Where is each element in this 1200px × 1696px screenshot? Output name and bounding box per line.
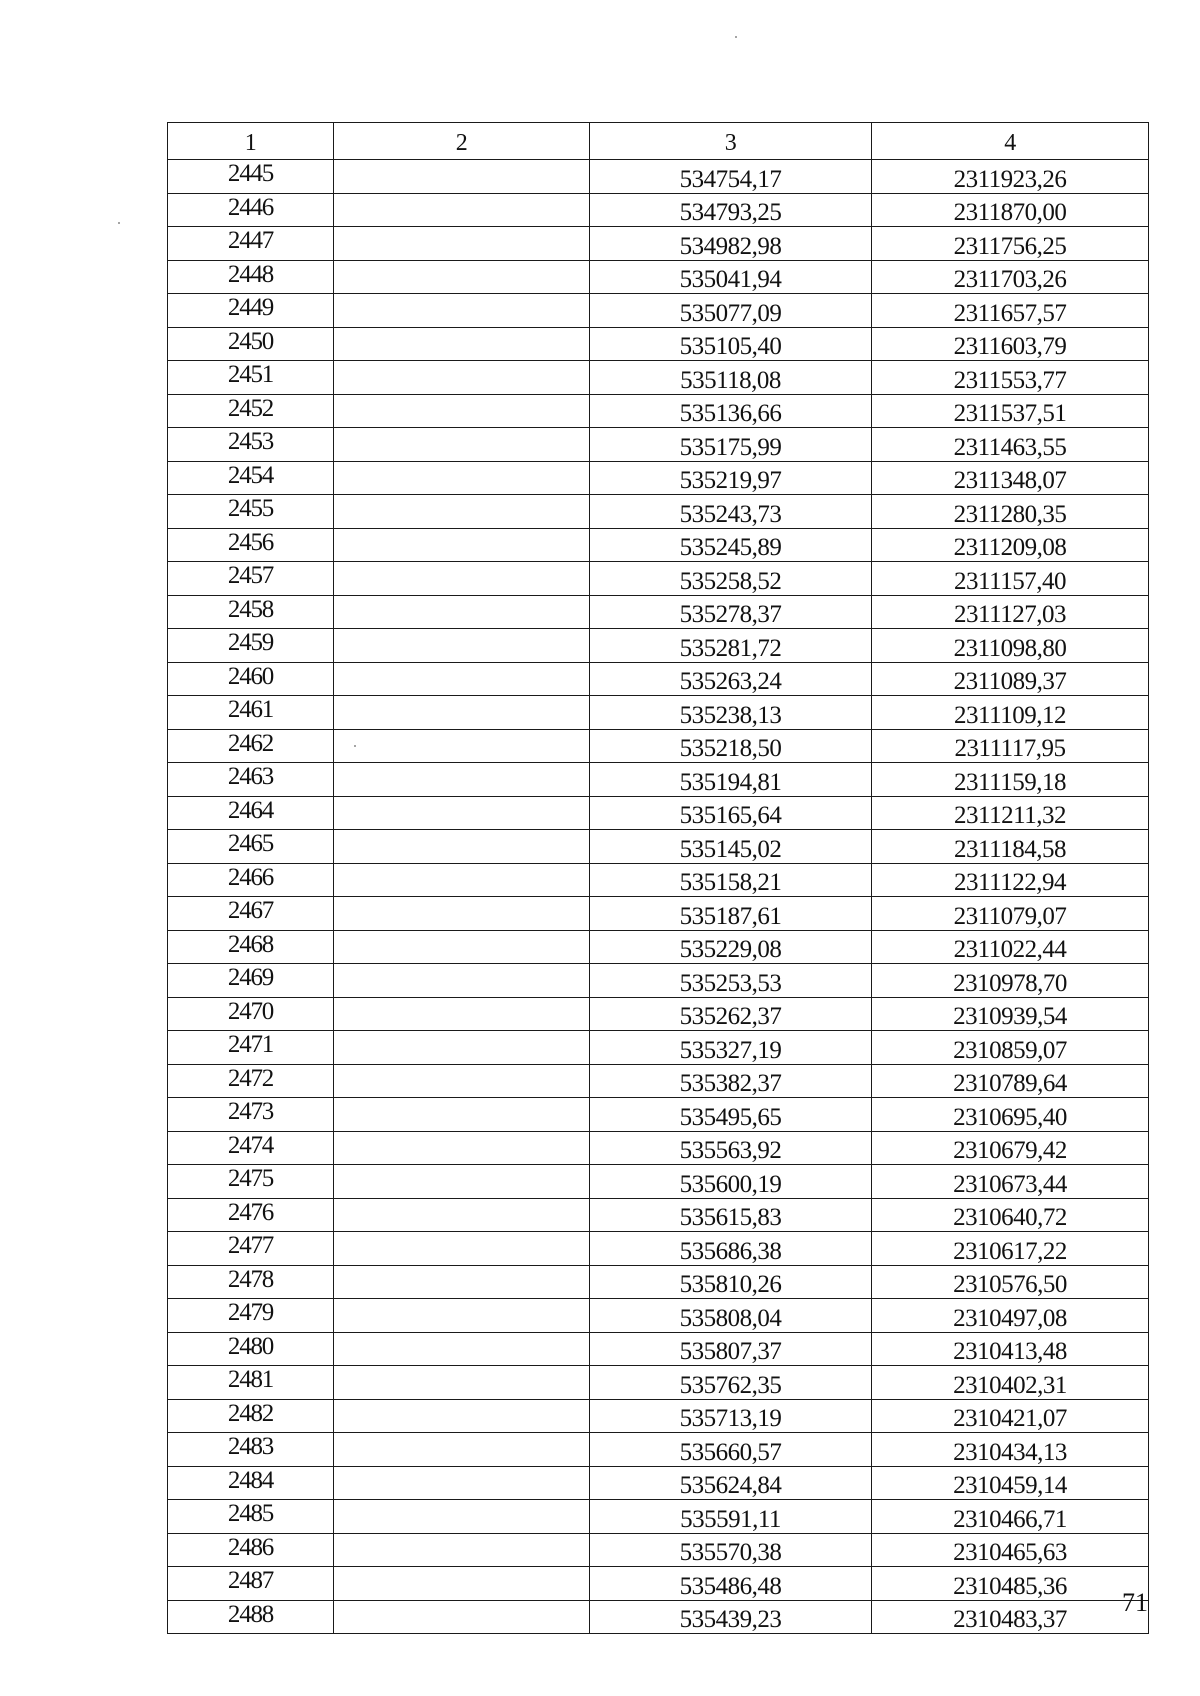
column-2-cell <box>334 361 590 395</box>
x-coordinate-cell: 535439,23 <box>590 1600 872 1634</box>
point-number-cell: 2452 <box>168 394 334 428</box>
point-number-cell: 2468 <box>168 930 334 964</box>
point-number-cell: 2457 <box>168 562 334 596</box>
column-2-cell <box>334 1399 590 1433</box>
y-coordinate-cell: 2310673,44 <box>872 1165 1149 1199</box>
x-coordinate-cell: 535263,24 <box>590 662 872 696</box>
point-number-cell: 2447 <box>168 227 334 261</box>
column-header-4: 4 <box>872 123 1149 160</box>
y-coordinate-cell: 2310465,63 <box>872 1533 1149 1567</box>
table-row <box>168 428 1149 462</box>
column-2-cell <box>334 863 590 897</box>
x-coordinate-cell: 535281,72 <box>590 629 872 663</box>
x-coordinate-cell: 535591,11 <box>590 1500 872 1534</box>
y-coordinate-cell: 2311089,37 <box>872 662 1149 696</box>
x-coordinate-cell: 535218,50 <box>590 729 872 763</box>
y-coordinate-cell: 2311184,58 <box>872 830 1149 864</box>
table-row <box>168 562 1149 596</box>
y-coordinate-cell: 2311280,35 <box>872 495 1149 529</box>
column-header-3: 3 <box>590 123 872 160</box>
x-coordinate-cell: 535808,04 <box>590 1299 872 1333</box>
column-2-cell <box>334 1165 590 1199</box>
table-row <box>168 1031 1149 1065</box>
table-row <box>168 160 1149 194</box>
column-2-cell <box>334 1198 590 1232</box>
point-number-cell: 2466 <box>168 863 334 897</box>
y-coordinate-cell: 2310859,07 <box>872 1031 1149 1065</box>
point-number-cell: 2459 <box>168 629 334 663</box>
x-coordinate-cell: 535713,19 <box>590 1399 872 1433</box>
point-number-cell: 2473 <box>168 1098 334 1132</box>
y-coordinate-cell: 2311117,95 <box>872 729 1149 763</box>
column-2-cell <box>334 1500 590 1534</box>
point-number-cell: 2482 <box>168 1399 334 1433</box>
table-row <box>168 595 1149 629</box>
column-2-cell <box>334 1366 590 1400</box>
x-coordinate-cell: 535243,73 <box>590 495 872 529</box>
point-number-cell: 2446 <box>168 193 334 227</box>
column-2-cell <box>334 1031 590 1065</box>
table-row <box>168 830 1149 864</box>
y-coordinate-cell: 2310421,07 <box>872 1399 1149 1433</box>
x-coordinate-cell: 534754,17 <box>590 160 872 194</box>
x-coordinate-cell: 535238,13 <box>590 696 872 730</box>
point-number-cell: 2462 <box>168 729 334 763</box>
column-2-cell <box>334 763 590 797</box>
column-2-cell <box>334 1332 590 1366</box>
point-number-cell: 2476 <box>168 1198 334 1232</box>
point-number-cell: 2481 <box>168 1366 334 1400</box>
y-coordinate-cell: 2310978,70 <box>872 964 1149 998</box>
column-2-cell <box>334 428 590 462</box>
column-2-cell <box>334 629 590 663</box>
point-number-cell: 2461 <box>168 696 334 730</box>
table-row <box>168 1299 1149 1333</box>
scan-speck <box>118 222 120 224</box>
y-coordinate-cell: 2311703,26 <box>872 260 1149 294</box>
column-2-cell <box>334 1567 590 1601</box>
scan-speck <box>735 36 737 38</box>
table-row <box>168 1232 1149 1266</box>
table-row <box>168 1567 1149 1601</box>
column-2-cell <box>334 964 590 998</box>
x-coordinate-cell: 535486,48 <box>590 1567 872 1601</box>
x-coordinate-cell: 535810,26 <box>590 1265 872 1299</box>
table-row <box>168 1600 1149 1634</box>
x-coordinate-cell: 535762,35 <box>590 1366 872 1400</box>
column-2-cell <box>334 662 590 696</box>
y-coordinate-cell: 2310695,40 <box>872 1098 1149 1132</box>
table-row <box>168 361 1149 395</box>
x-coordinate-cell: 535041,94 <box>590 260 872 294</box>
x-coordinate-cell: 535624,84 <box>590 1466 872 1500</box>
y-coordinate-cell: 2310413,48 <box>872 1332 1149 1366</box>
x-coordinate-cell: 535686,38 <box>590 1232 872 1266</box>
column-header-2: 2 <box>334 123 590 160</box>
table-row <box>168 1165 1149 1199</box>
point-number-cell: 2488 <box>168 1600 334 1634</box>
x-coordinate-cell: 534982,98 <box>590 227 872 261</box>
y-coordinate-cell: 2311553,77 <box>872 361 1149 395</box>
point-number-cell: 2470 <box>168 997 334 1031</box>
column-2-cell <box>334 1064 590 1098</box>
x-coordinate-cell: 535077,09 <box>590 294 872 328</box>
column-2-cell <box>334 696 590 730</box>
table-row <box>168 1433 1149 1467</box>
point-number-cell: 2449 <box>168 294 334 328</box>
column-2-cell <box>334 495 590 529</box>
y-coordinate-cell: 2311157,40 <box>872 562 1149 596</box>
table-row <box>168 1131 1149 1165</box>
point-number-cell: 2448 <box>168 260 334 294</box>
table-row <box>168 394 1149 428</box>
column-2-cell <box>334 830 590 864</box>
point-number-cell: 2484 <box>168 1466 334 1500</box>
x-coordinate-cell: 535382,37 <box>590 1064 872 1098</box>
table-row <box>168 1265 1149 1299</box>
table-row <box>168 796 1149 830</box>
column-2-cell <box>334 1466 590 1500</box>
table-header-row <box>168 123 1149 160</box>
column-2-cell <box>334 227 590 261</box>
y-coordinate-cell: 2311463,55 <box>872 428 1149 462</box>
point-number-cell: 2467 <box>168 897 334 931</box>
table-row <box>168 260 1149 294</box>
point-number-cell: 2463 <box>168 763 334 797</box>
column-2-cell <box>334 1265 590 1299</box>
table-row <box>168 528 1149 562</box>
column-2-cell <box>334 796 590 830</box>
y-coordinate-cell: 2311109,12 <box>872 696 1149 730</box>
y-coordinate-cell: 2310576,50 <box>872 1265 1149 1299</box>
x-coordinate-cell: 535807,37 <box>590 1332 872 1366</box>
y-coordinate-cell: 2310640,72 <box>872 1198 1149 1232</box>
column-2-cell <box>334 1299 590 1333</box>
table-row <box>168 1466 1149 1500</box>
x-coordinate-cell: 535660,57 <box>590 1433 872 1467</box>
x-coordinate-cell: 535615,83 <box>590 1198 872 1232</box>
point-number-cell: 2479 <box>168 1299 334 1333</box>
y-coordinate-cell: 2311603,79 <box>872 327 1149 361</box>
column-2-cell <box>334 160 590 194</box>
column-2-cell <box>334 1433 590 1467</box>
point-number-cell: 2485 <box>168 1500 334 1534</box>
table-row <box>168 1533 1149 1567</box>
x-coordinate-cell: 535145,02 <box>590 830 872 864</box>
x-coordinate-cell: 535278,37 <box>590 595 872 629</box>
column-2-cell <box>334 997 590 1031</box>
x-coordinate-cell: 535105,40 <box>590 327 872 361</box>
table-row <box>168 897 1149 931</box>
table-row <box>168 227 1149 261</box>
column-2-cell <box>334 193 590 227</box>
point-number-cell: 2475 <box>168 1165 334 1199</box>
column-2-cell <box>334 1600 590 1634</box>
table-row <box>168 964 1149 998</box>
table-body <box>168 160 1149 1634</box>
point-number-cell: 2445 <box>168 160 334 194</box>
column-2-cell <box>334 897 590 931</box>
point-number-cell: 2469 <box>168 964 334 998</box>
page-number: 71 <box>1122 1588 1148 1617</box>
column-2-cell <box>334 327 590 361</box>
y-coordinate-cell: 2311122,94 <box>872 863 1149 897</box>
column-2-cell <box>334 930 590 964</box>
point-number-cell: 2487 <box>168 1567 334 1601</box>
coordinates-table <box>167 122 1149 1634</box>
x-coordinate-cell: 535570,38 <box>590 1533 872 1567</box>
table-row <box>168 729 1149 763</box>
table-row <box>168 1399 1149 1433</box>
y-coordinate-cell: 2310789,64 <box>872 1064 1149 1098</box>
x-coordinate-cell: 535262,37 <box>590 997 872 1031</box>
x-coordinate-cell: 535165,64 <box>590 796 872 830</box>
column-header-1: 1 <box>168 123 334 160</box>
column-2-cell <box>334 1098 590 1132</box>
y-coordinate-cell: 2310679,42 <box>872 1131 1149 1165</box>
y-coordinate-cell: 2311756,25 <box>872 227 1149 261</box>
x-coordinate-cell: 535229,08 <box>590 930 872 964</box>
column-2-cell <box>334 729 590 763</box>
y-coordinate-cell: 2311079,07 <box>872 897 1149 931</box>
table-row <box>168 662 1149 696</box>
y-coordinate-cell: 2311211,32 <box>872 796 1149 830</box>
x-coordinate-cell: 535327,19 <box>590 1031 872 1065</box>
point-number-cell: 2472 <box>168 1064 334 1098</box>
x-coordinate-cell: 535600,19 <box>590 1165 872 1199</box>
column-2-cell <box>334 294 590 328</box>
y-coordinate-cell: 2311209,08 <box>872 528 1149 562</box>
point-number-cell: 2486 <box>168 1533 334 1567</box>
x-coordinate-cell: 535158,21 <box>590 863 872 897</box>
y-coordinate-cell: 2311127,03 <box>872 595 1149 629</box>
x-coordinate-cell: 535245,89 <box>590 528 872 562</box>
x-coordinate-cell: 535175,99 <box>590 428 872 462</box>
point-number-cell: 2464 <box>168 796 334 830</box>
table-row <box>168 461 1149 495</box>
y-coordinate-cell: 2311098,80 <box>872 629 1149 663</box>
y-coordinate-cell: 2310617,22 <box>872 1232 1149 1266</box>
table-row <box>168 863 1149 897</box>
x-coordinate-cell: 535136,66 <box>590 394 872 428</box>
column-2-cell <box>334 461 590 495</box>
x-coordinate-cell: 535118,08 <box>590 361 872 395</box>
y-coordinate-cell: 2310434,13 <box>872 1433 1149 1467</box>
table-row <box>168 1366 1149 1400</box>
table-row <box>168 1500 1149 1534</box>
column-2-cell <box>334 1533 590 1567</box>
column-2-cell <box>334 562 590 596</box>
column-2-cell <box>334 1131 590 1165</box>
y-coordinate-cell: 2310485,36 <box>872 1567 1149 1601</box>
column-2-cell <box>334 528 590 562</box>
table-row <box>168 193 1149 227</box>
table-row <box>168 696 1149 730</box>
point-number-cell: 2450 <box>168 327 334 361</box>
x-coordinate-cell: 535187,61 <box>590 897 872 931</box>
x-coordinate-cell: 535219,97 <box>590 461 872 495</box>
y-coordinate-cell: 2311348,07 <box>872 461 1149 495</box>
point-number-cell: 2453 <box>168 428 334 462</box>
table-row <box>168 629 1149 663</box>
y-coordinate-cell: 2311022,44 <box>872 930 1149 964</box>
table-row <box>168 495 1149 529</box>
y-coordinate-cell: 2310466,71 <box>872 1500 1149 1534</box>
column-2-cell <box>334 394 590 428</box>
table-row <box>168 930 1149 964</box>
y-coordinate-cell: 2311923,26 <box>872 160 1149 194</box>
point-number-cell: 2471 <box>168 1031 334 1065</box>
table-row <box>168 1098 1149 1132</box>
table-row <box>168 1198 1149 1232</box>
point-number-cell: 2454 <box>168 461 334 495</box>
table-row <box>168 997 1149 1031</box>
point-number-cell: 2458 <box>168 595 334 629</box>
table-row <box>168 763 1149 797</box>
table-row <box>168 1332 1149 1366</box>
point-number-cell: 2483 <box>168 1433 334 1467</box>
x-coordinate-cell: 535194,81 <box>590 763 872 797</box>
x-coordinate-cell: 535495,65 <box>590 1098 872 1132</box>
point-number-cell: 2455 <box>168 495 334 529</box>
x-coordinate-cell: 535563,92 <box>590 1131 872 1165</box>
point-number-cell: 2480 <box>168 1332 334 1366</box>
point-number-cell: 2474 <box>168 1131 334 1165</box>
y-coordinate-cell: 2310459,14 <box>872 1466 1149 1500</box>
point-number-cell: 2465 <box>168 830 334 864</box>
x-coordinate-cell: 534793,25 <box>590 193 872 227</box>
column-2-cell <box>334 595 590 629</box>
table-row <box>168 294 1149 328</box>
y-coordinate-cell: 2310939,54 <box>872 997 1149 1031</box>
x-coordinate-cell: 535253,53 <box>590 964 872 998</box>
table-row <box>168 327 1149 361</box>
point-number-cell: 2460 <box>168 662 334 696</box>
y-coordinate-cell: 2311537,51 <box>872 394 1149 428</box>
column-2-cell <box>334 1232 590 1266</box>
y-coordinate-cell: 2310497,08 <box>872 1299 1149 1333</box>
point-number-cell: 2477 <box>168 1232 334 1266</box>
point-number-cell: 2478 <box>168 1265 334 1299</box>
x-coordinate-cell: 535258,52 <box>590 562 872 596</box>
y-coordinate-cell: 2311870,00 <box>872 193 1149 227</box>
y-coordinate-cell: 2311657,57 <box>872 294 1149 328</box>
y-coordinate-cell: 2310402,31 <box>872 1366 1149 1400</box>
y-coordinate-cell: 2310483,37 <box>872 1600 1149 1634</box>
point-number-cell: 2456 <box>168 528 334 562</box>
column-2-cell <box>334 260 590 294</box>
y-coordinate-cell: 2311159,18 <box>872 763 1149 797</box>
table-row <box>168 1064 1149 1098</box>
point-number-cell: 2451 <box>168 361 334 395</box>
